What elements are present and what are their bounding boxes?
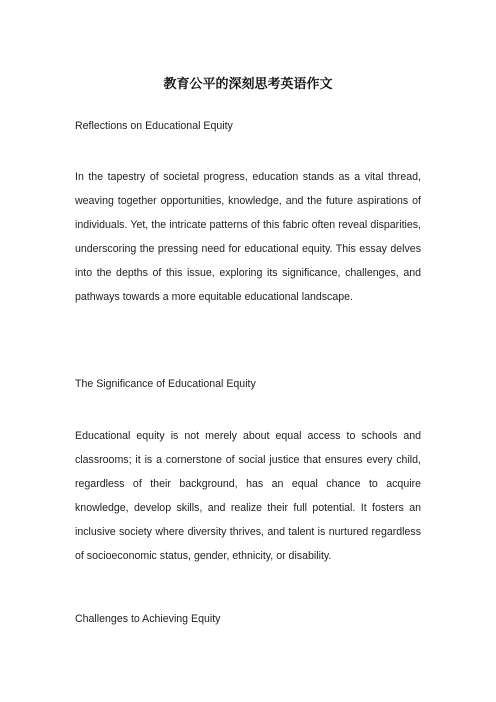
section-heading-significance: The Significance of Educational Equity: [75, 378, 256, 390]
section-heading-challenges: Challenges to Achieving Equity: [75, 613, 221, 625]
intro-paragraph: In the tapestry of societal progress, education stands as a vital thread, weaving together opportunities, knowledge, and the future aspirations of individuals. Yet, the intricate patterns of this fabric often reveal disparities, underscoring the pressing need for educational equity. This essay delves into the depths of this issue, exploring its significance, challenges, and pathways towards a more equitable educational landscape.: [75, 171, 421, 303]
essay-subtitle: Reflections on Educational Equity: [75, 120, 233, 132]
document-title: 教育公平的深刻思考英语作文: [163, 77, 333, 92]
significance-paragraph: Educational equity is not merely about equal access to schools and classrooms; it is a cornerstone of social justice that ensures every child, regardless of their background, has an equal chance to acquire knowledge, develop skills, and realize their full potential. It fosters an inclusive society where diversity thrives, and talent is nurtured regardless of socioeconomic status, gender, ethnicity, or disability.: [75, 430, 421, 562]
